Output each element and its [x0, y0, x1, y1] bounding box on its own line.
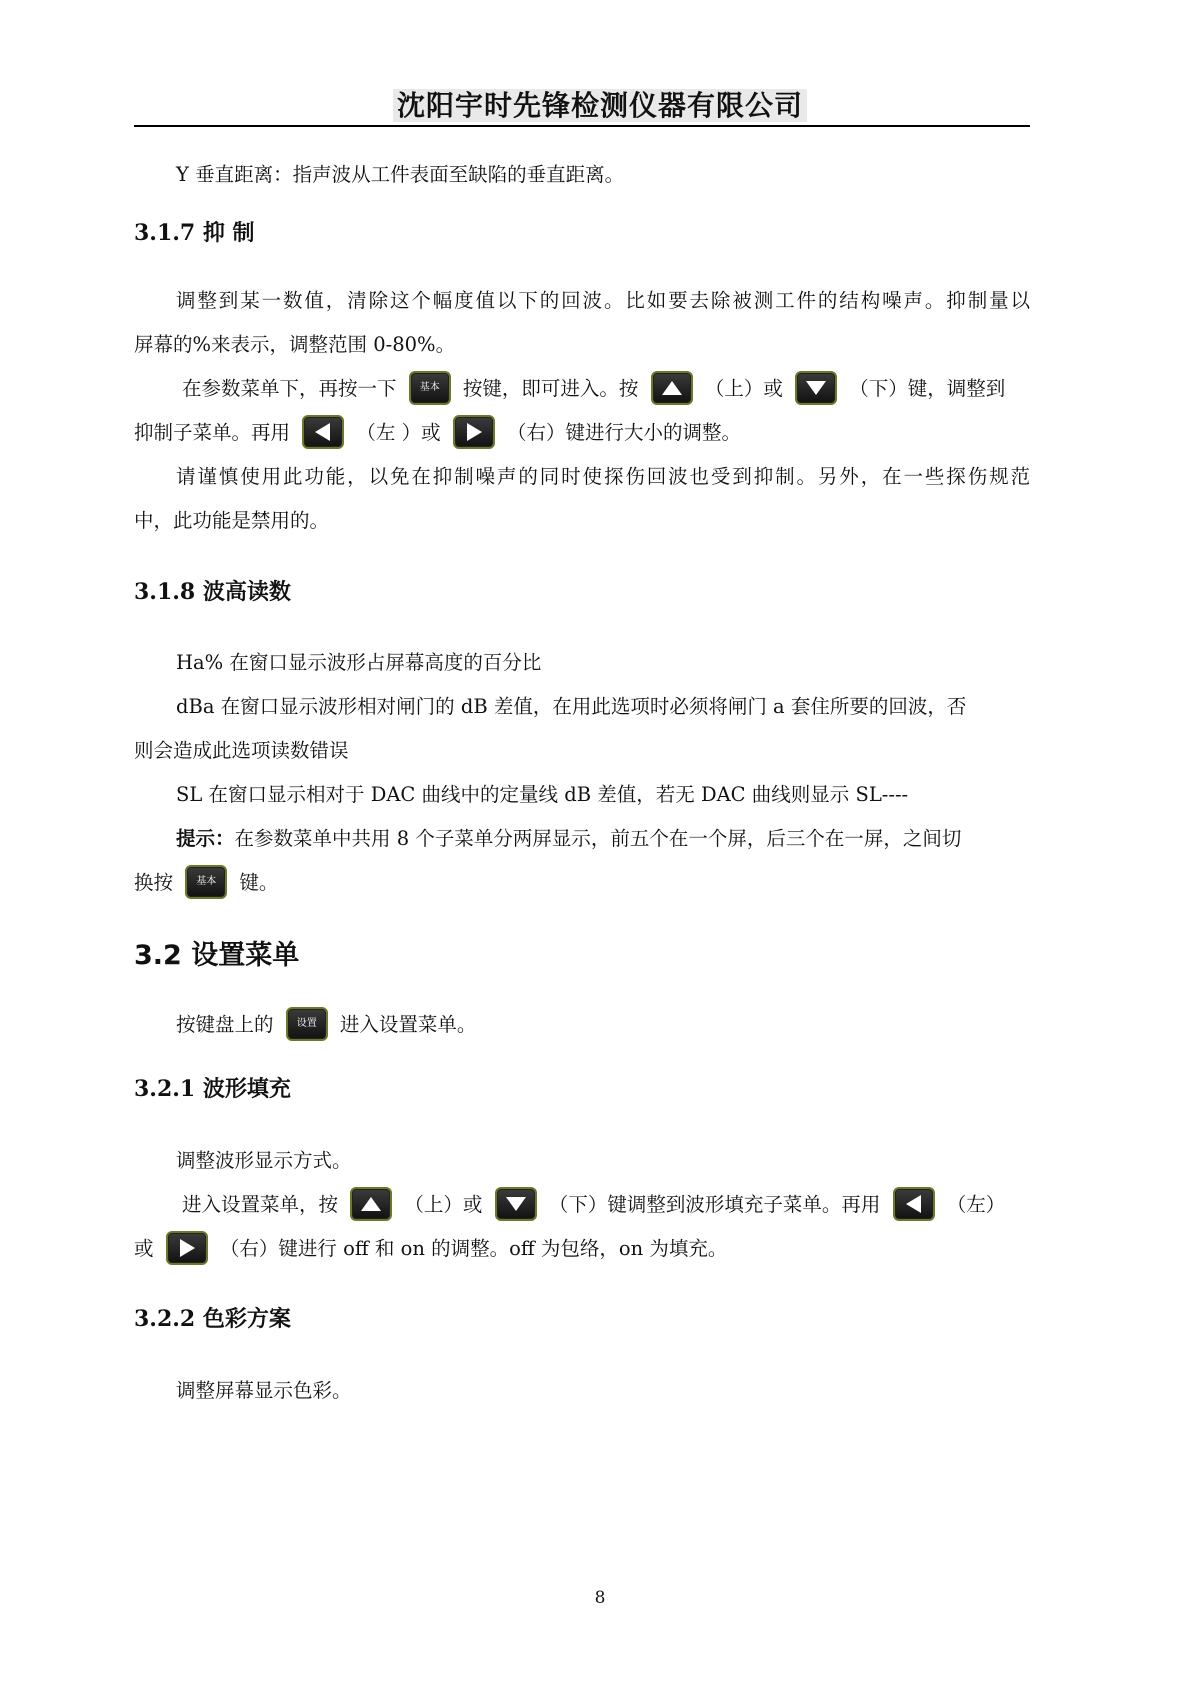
sec318-ha: Ha% 在窗口显示波形占屏幕高度的百分比: [176, 651, 542, 674]
section-3-1-8-title: 3.1.8 波高读数: [134, 579, 291, 605]
sec321-p1: 调整波形显示方式。: [176, 1149, 352, 1172]
sec318-dba-a: dBa 在窗口显示波形相对闸门的 dB 差值，在用此选项时必须将闸门 a 套住所要的回波，否: [176, 695, 967, 718]
sec321-p2b: [134, 1232, 1030, 1266]
company-header: [0, 84, 1200, 124]
intro-line: Y 垂直距离：指声波从工件表面至缺陷的垂直距离。: [176, 163, 625, 186]
basic-key-icon: [185, 865, 227, 899]
sec32-p1-text1: 按键盘上的: [176, 1013, 274, 1036]
right-arrow-key-icon: [453, 415, 495, 449]
sec321-p2b-text1: 或: [134, 1237, 154, 1260]
left-arrow-key-icon: [893, 1187, 935, 1221]
section-3-2-1-title: 3.2.1 波形填充: [134, 1076, 291, 1102]
sec321-p2-text3: （下）键调整到波形填充子菜单。再用: [548, 1193, 881, 1216]
sec317-p3b: 中，此功能是禁用的。: [134, 509, 330, 532]
down-arrow-key-icon: [495, 1187, 537, 1221]
sec322-p1: 调整屏幕显示色彩。: [176, 1379, 352, 1402]
tip-label: 提示：: [176, 827, 235, 850]
sec318-sl: SL 在窗口显示相对于 DAC 曲线中的定量线 dB 差值，若无 DAC 曲线则显示 SL----: [176, 783, 909, 806]
sec321-p2b-text2: （右）键进行 off 和 on 的调整。off 为包络，on 为填充。: [219, 1237, 728, 1260]
sec321-p2-text2: （上）或: [404, 1193, 483, 1216]
sec317-p2b: [134, 416, 1030, 450]
sec321-p2-text4: （左）: [946, 1193, 1006, 1216]
section-3-1-7-title: 3.1.7 抑 制: [134, 220, 255, 246]
sec317-p3a: 请谨慎使用此功能，以免在抑制噪声的同时使探伤回波也受到抑制。另外，在一些探伤规范: [176, 465, 1030, 488]
left-arrow-key-icon: [302, 415, 344, 449]
tip-text: 在参数菜单中共用 8 个子菜单分两屏显示，前五个在一个屏，后三个在一屏，之间切: [234, 827, 962, 850]
basic-key-label: 基本: [419, 381, 440, 393]
settings-key-icon: [286, 1007, 328, 1041]
sec317-p2b-text3: （右）键进行大小的调整。: [507, 421, 742, 444]
sec317-p1b: 屏幕的%来表示，调整范围 0-80%。: [134, 333, 456, 356]
down-arrow-key-icon: [795, 371, 837, 405]
sec318-tip-a: [176, 822, 1030, 856]
sec318-tip-b: [134, 866, 1030, 900]
settings-key-label: 设置: [296, 1017, 317, 1029]
sec321-p2: [182, 1188, 1036, 1222]
sec317-p2-text1: 在参数菜单下，再按一下: [182, 377, 397, 400]
company-name: 沈阳宇时先锋检测仪器有限公司: [393, 89, 807, 122]
section-3-2-2-title: 3.2.2 色彩方案: [134, 1306, 291, 1332]
tip-b-text2: 键。: [239, 871, 279, 894]
basic-key-label: 基本: [196, 875, 217, 887]
sec317-p2-text2: 按键，即可进入。按: [462, 377, 639, 400]
tip-b-text1: 换按: [134, 871, 174, 894]
page-number: 8: [594, 1588, 606, 1608]
sec317-p2-text3: （上）或: [704, 377, 783, 400]
sec318-dba-b: 则会造成此选项读数错误: [134, 739, 349, 762]
header-rule: [134, 125, 1030, 127]
sec317-p2b-text1: 抑制子菜单。再用: [134, 421, 291, 444]
sec32-p1-text2: 进入设置菜单。: [339, 1013, 477, 1036]
sec317-p2b-text2: （左 ）或: [356, 421, 441, 444]
basic-key-icon: [409, 371, 451, 405]
right-arrow-key-icon: [166, 1231, 208, 1265]
sec317-p2-text4: （下）键，调整到: [849, 377, 1006, 400]
up-arrow-key-icon: [350, 1187, 392, 1221]
sec317-p2: [182, 372, 1036, 406]
sec317-p1a: 调整到某一数值，清除这个幅度值以下的回波。比如要去除被测工件的结构噪声。抑制量以: [176, 289, 1030, 312]
sec321-p2-text1: 进入设置菜单，按: [182, 1193, 339, 1216]
section-3-2-title: 3.2 设置菜单: [134, 940, 300, 971]
sec32-p1: [176, 1008, 1030, 1042]
up-arrow-key-icon: [651, 371, 693, 405]
